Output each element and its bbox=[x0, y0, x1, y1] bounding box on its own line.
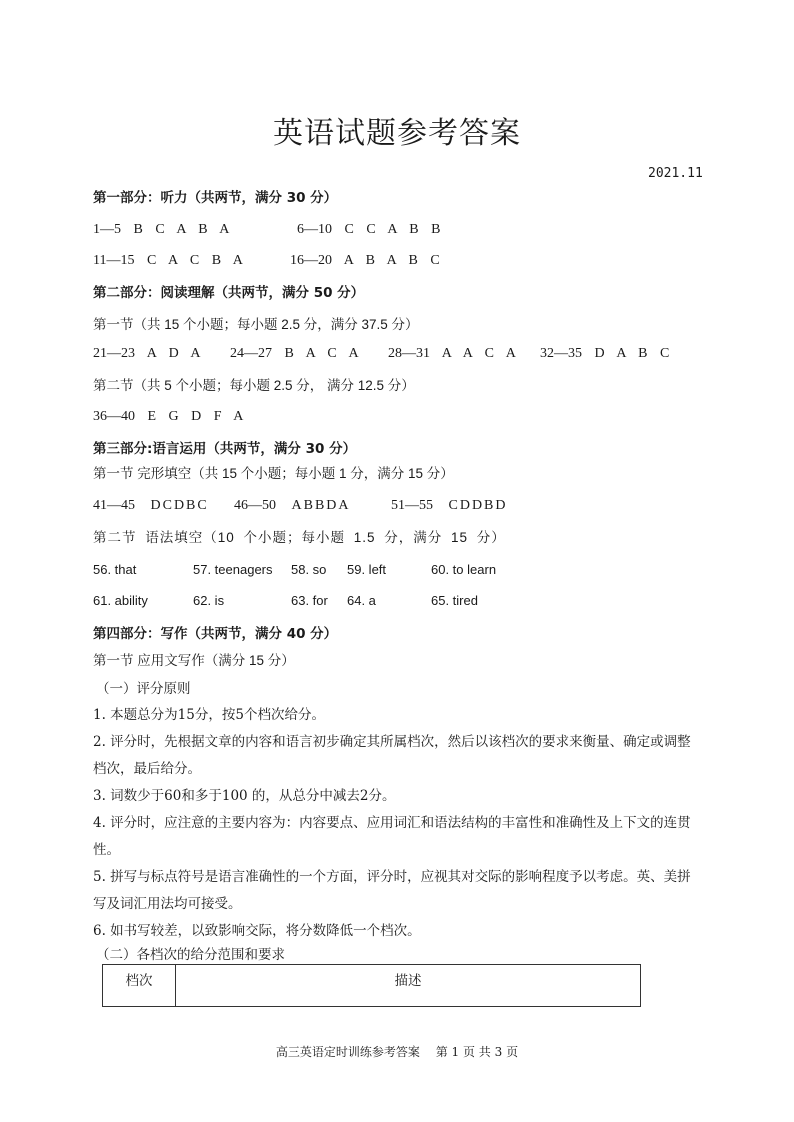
grammar-answer: 61. ability bbox=[93, 593, 148, 608]
table-header-description: 描述 bbox=[176, 965, 641, 1007]
group-label: 1—5 bbox=[93, 222, 121, 237]
part2-heading: 第二部分：阅读理解（共两节，满分 50 分） bbox=[93, 285, 365, 301]
group-label: 11—15 bbox=[93, 253, 135, 268]
group-label: 16—20 bbox=[290, 253, 332, 268]
answer-group bbox=[297, 222, 440, 238]
principle-item: 5. 拼写与标点符号是语言准确性的一个方面，评分时，应视其对交际的影响程度予以考虑。英、美拼写及词汇用法均可接受。 bbox=[93, 869, 691, 912]
levels-table bbox=[102, 964, 641, 1007]
grammar-answer: 64. a bbox=[347, 593, 376, 608]
part3-section2: 第二节 语法填空（10 个小题；每小题 1.5 分，满分 15 分） bbox=[93, 530, 506, 545]
group-label: 28—31 bbox=[388, 346, 430, 361]
part2-section2: 第二节（共 5 个小题；每小题 2.5 分， 满分 12.5 分） bbox=[93, 378, 415, 393]
part2-section1: 第一节（共 15 个小题；每小题 2.5 分，满分 37.5 分） bbox=[93, 317, 419, 332]
grammar-answer: 62. is bbox=[193, 593, 225, 608]
grammar-answer: 56. that bbox=[93, 562, 137, 577]
answer-group bbox=[388, 346, 516, 362]
principle-item: 1. 本题总分为15分，按5个档次给分。 bbox=[93, 707, 325, 723]
group-label: 41—45 bbox=[93, 498, 135, 513]
group-label: 6—10 bbox=[297, 222, 332, 237]
group-answers: E G D F A bbox=[147, 409, 244, 424]
part3-heading: 第三部分:语言运用（共两节，满分 30 分） bbox=[93, 441, 357, 457]
part3-section1: 第一节 完形填空（共 15 个小题；每小题 1 分，满分 15 分） bbox=[93, 466, 454, 481]
answer-group bbox=[234, 498, 351, 514]
group-answers: B C A B A bbox=[133, 222, 230, 237]
grammar-answer: 58. so bbox=[291, 562, 327, 577]
principles-title: （一）评分原则 bbox=[96, 681, 191, 697]
principle-item: 4. 评分时，应注意的主要内容为：内容要点、应用词汇和语法结构的丰富性和准确性及上下文的连贯性。 bbox=[93, 815, 691, 858]
answer-group bbox=[230, 346, 359, 362]
answer-group bbox=[540, 346, 669, 362]
grammar-answer: 60. to learn bbox=[431, 562, 497, 577]
group-label: 46—50 bbox=[234, 498, 276, 513]
group-answers: D A B C bbox=[594, 346, 670, 361]
answer-group bbox=[93, 222, 229, 238]
page-title: 英语试题参考答案 bbox=[273, 116, 521, 151]
group-answers: B A C A bbox=[284, 346, 359, 361]
grammar-answer: 57. teenagers bbox=[193, 562, 273, 577]
group-answers: C C A B B bbox=[344, 222, 441, 237]
group-answers: DCDBC bbox=[150, 498, 209, 513]
answer-group bbox=[391, 498, 508, 514]
part4-section1: 第一节 应用文写作（满分 15 分） bbox=[93, 653, 295, 668]
group-answers: ABBDA bbox=[291, 498, 351, 513]
answer-group bbox=[290, 253, 440, 269]
group-label: 21—23 bbox=[93, 346, 135, 361]
table-header-level: 档次 bbox=[103, 965, 176, 1007]
group-answers: A B A B C bbox=[343, 253, 440, 268]
answer-group bbox=[93, 409, 243, 425]
answer-group bbox=[93, 498, 209, 514]
answer-group bbox=[93, 346, 201, 362]
group-label: 32—35 bbox=[540, 346, 582, 361]
page-footer: 高三英语定时训练参考答案 第 1 页 共 3 页 bbox=[275, 1045, 519, 1059]
part1-heading: 第一部分：听力（共两节，满分 30 分） bbox=[93, 190, 338, 206]
principle-item: 2. 评分时，先根据文章的内容和语言初步确定其所属档次，然后以该档次的要求来衡量、确定或调整档次，最后给分。 bbox=[93, 734, 691, 777]
principle-item: 3. 词数少于60和多于100 的，从总分中减去2分。 bbox=[93, 788, 396, 804]
principle-item: 6. 如书写较差，以致影响交际，将分数降低一个档次。 bbox=[93, 923, 421, 939]
group-label: 24—27 bbox=[230, 346, 272, 361]
group-answers: A A C A bbox=[441, 346, 516, 361]
group-label: 51—55 bbox=[391, 498, 433, 513]
group-label: 36—40 bbox=[93, 409, 135, 424]
grammar-answer: 59. left bbox=[347, 562, 387, 577]
part4-heading: 第四部分：写作（共两节，满分 40 分） bbox=[93, 626, 338, 642]
group-answers: CDDBD bbox=[448, 498, 508, 513]
date: 2021.11 bbox=[648, 166, 703, 181]
group-answers: A D A bbox=[146, 346, 201, 361]
answer-group bbox=[93, 253, 243, 269]
grammar-answer: 63. for bbox=[291, 593, 328, 608]
levels-title: （二）各档次的给分范围和要求 bbox=[96, 947, 285, 963]
grammar-answer: 65. tired bbox=[431, 593, 478, 608]
group-answers: C A C B A bbox=[146, 253, 243, 268]
